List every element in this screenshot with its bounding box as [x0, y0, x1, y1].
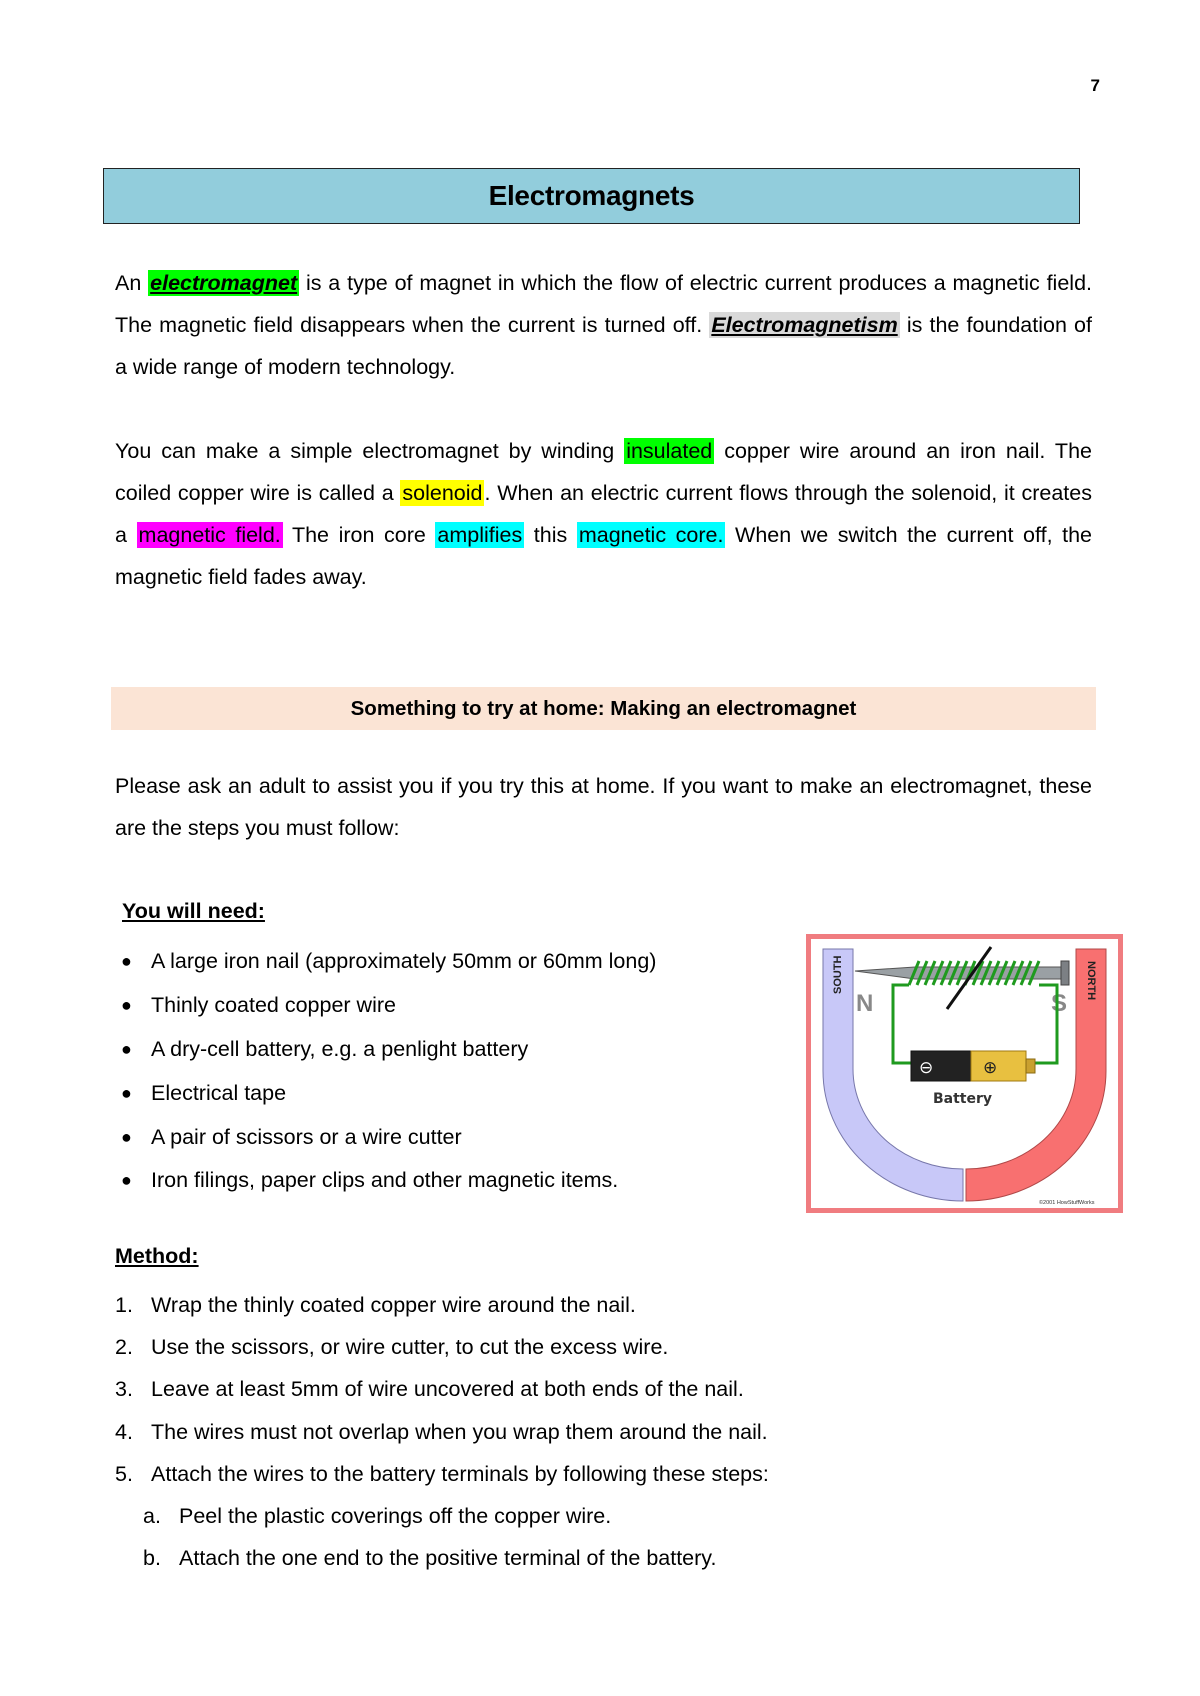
text-p2-2: copper wire around an iron nail. The coiled copper wire is called a	[115, 439, 1092, 505]
bullet-icon: ●	[121, 951, 132, 972]
battery-label: Battery	[933, 1091, 993, 1107]
s-pole-letter: S	[1051, 990, 1068, 1017]
page-title: Electromagnets	[103, 168, 1080, 224]
diagram-credit: ©2001 HowStuffWorks	[1039, 1200, 1095, 1206]
battery-tip	[1026, 1059, 1035, 1073]
nail-head	[1061, 961, 1069, 985]
needs-heading: You will need:	[122, 899, 265, 923]
bullet-icon: ●	[121, 1126, 132, 1147]
text-an: An	[115, 271, 142, 295]
text-p2-3: . When an electric current flows through the solenoid, it creates a	[115, 481, 1092, 547]
home-activity-banner: Something to try at home: Making an electromagnet	[111, 687, 1096, 730]
adult-note: Please ask an adult to assist you if you try this at home. If you want to make an electromagnet, these are the steps you must follow:	[115, 774, 1092, 840]
bullet-icon: ●	[121, 1038, 132, 1059]
text-p2-6: When we switch the current off, the magnetic field fades away.	[115, 523, 1092, 589]
needs-list	[115, 940, 656, 1203]
text-p2-1: You can make a simple electromagnet by winding	[115, 439, 625, 463]
horseshoe-magnet-illustration	[811, 939, 1118, 1208]
list-item: ● Electrical tape	[115, 1071, 656, 1115]
list-item: ● A dry-cell battery, e.g. a penlight battery	[115, 1028, 656, 1072]
method-steps	[115, 1284, 769, 1580]
step-item: 2. Use the scissors, or wire cutter, to cut the excess wire.	[115, 1334, 669, 1359]
page-number: 7	[1090, 76, 1100, 95]
list-item: ● A pair of scissors or a wire cutter	[115, 1115, 656, 1159]
term-electromagnetism: Electromagnetism	[711, 313, 898, 337]
term-magnetic-core: magnetic core.	[578, 523, 724, 547]
text-intro-1: is a type of magnet in which the flow of electric current produces a magnetic field. The magnetic field disappears when the current is turned off.	[115, 271, 1092, 337]
term-electromagnet: electromagnet	[150, 271, 298, 295]
term-insulated: insulated	[626, 439, 713, 463]
list-item: ● A large iron nail (approximately 50mm or 60mm long)	[115, 940, 656, 984]
battery-minus-icon: ⊖	[919, 1058, 934, 1078]
term-amplifies: amplifies	[437, 523, 523, 547]
battery-positive-body	[971, 1051, 1026, 1081]
step-item: 3. Leave at least 5mm of wire uncovered at both ends of the nail.	[115, 1377, 744, 1402]
intro-paragraph-1	[115, 262, 1092, 388]
step-item: 4. The wires must not overlap when you wrap them around the nail.	[115, 1419, 768, 1444]
step-item: 5. Attach the wires to the battery terminals by following these steps:	[115, 1461, 769, 1486]
sub-step-item: a. Peel the plastic coverings off the copper wire.	[143, 1504, 612, 1529]
text-intro-2: is the foundation of a wide range of modern technology.	[115, 313, 1092, 379]
text-p2-4: The iron core	[282, 523, 436, 547]
term-magnetic-field: magnetic field.	[138, 523, 281, 547]
sub-step-item: b. Attach the one end to the positive terminal of the battery.	[143, 1546, 717, 1571]
battery-plus-icon: ⊕	[983, 1058, 998, 1078]
text-p2-5: this	[524, 523, 577, 547]
n-pole-letter: N	[856, 990, 874, 1017]
wire-left	[893, 985, 911, 1063]
method-heading: Method:	[115, 1244, 199, 1268]
bullet-icon: ●	[121, 995, 132, 1016]
electromagnet-diagram	[806, 934, 1123, 1213]
list-item: ● Iron filings, paper clips and other magnetic items.	[115, 1159, 656, 1203]
step-item: 1. Wrap the thinly coated copper wire around the nail.	[115, 1292, 636, 1317]
bullet-icon: ●	[121, 1082, 132, 1103]
bullet-icon: ●	[121, 1170, 132, 1191]
intro-paragraph-2	[115, 430, 1092, 598]
list-item: ● Thinly coated copper wire	[115, 984, 656, 1028]
term-solenoid: solenoid	[402, 481, 483, 505]
north-label: NORTH	[1085, 961, 1097, 1001]
south-label: SOUTH	[832, 955, 844, 994]
